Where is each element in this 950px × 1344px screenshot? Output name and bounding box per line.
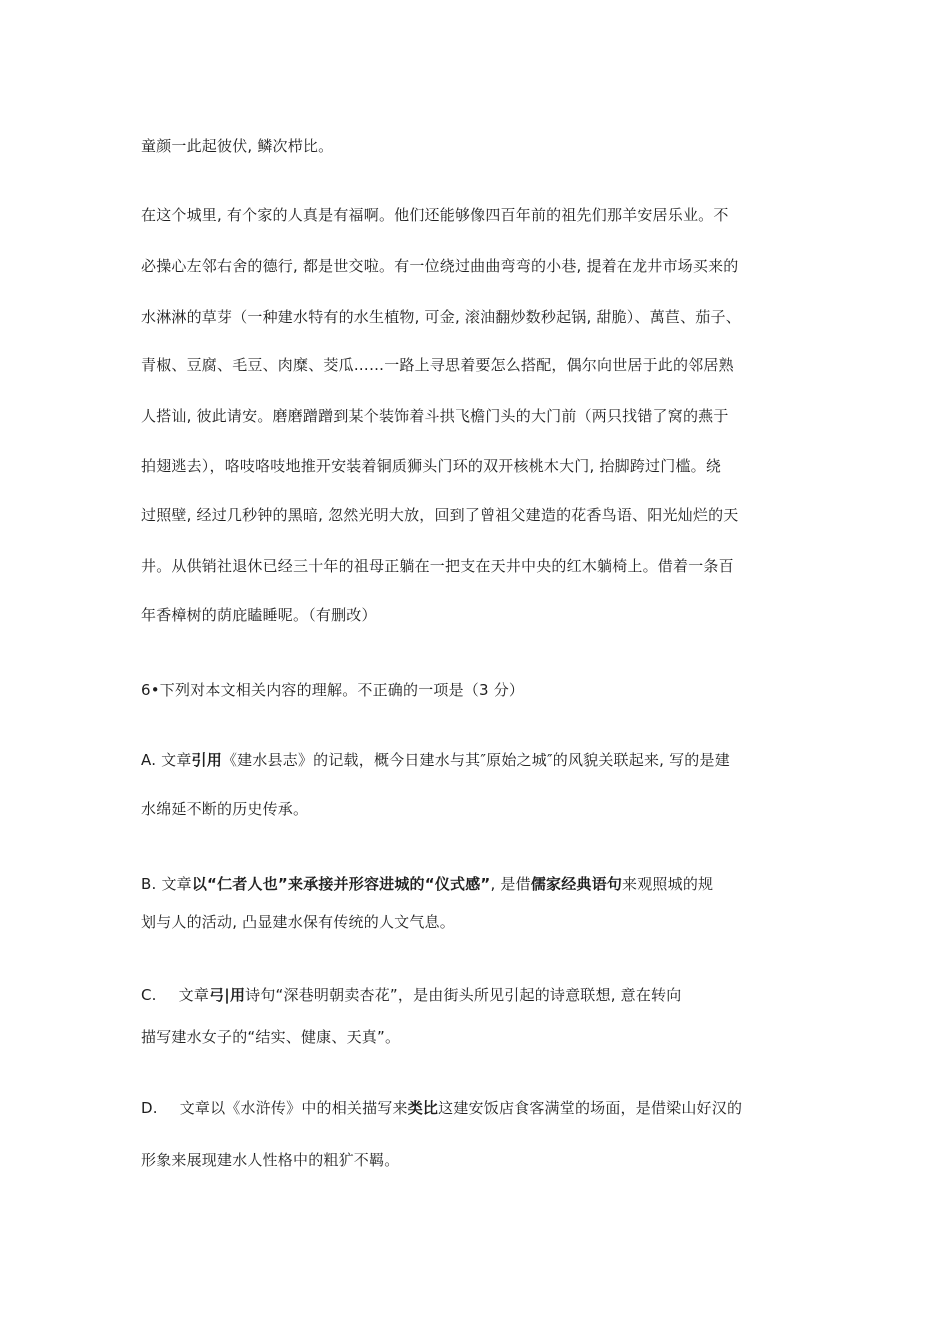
option-c-continued: 描写建水女子的“结实、健康、天真”。	[141, 1028, 401, 1046]
option-text: 文章	[178, 986, 210, 1004]
option-text: 文章以《水浒传》中的相关描写来	[179, 1099, 408, 1117]
option-letter: A.	[141, 751, 157, 769]
option-text: 来观照城的规	[622, 875, 714, 893]
passage-line: 必操心左邻右舍的德行, 都是世交啦。有一位绕过曲曲弯弯的小巷, 提着在龙井市场买来的	[141, 257, 739, 275]
option-text: 文章	[161, 875, 192, 893]
option-keyword: 引用	[191, 751, 222, 769]
passage-line: 在这个城里, 有个家的人真是有福啊。他们还能够像四百年前的祖先们那羊安居乐业。不	[141, 206, 729, 224]
option-keyword: 以“仁者人也”来承接并形容进城的“仪式感”	[191, 875, 491, 893]
option-keyword: 儒家经典语句	[530, 875, 623, 893]
option-letter: B.	[141, 875, 157, 893]
passage-line: 井。从供销社退休已经三十年的祖母正躺在一把支在天井中央的红木躺椅上。借着一条百	[141, 557, 734, 575]
option-keyword: 类比	[407, 1099, 439, 1117]
option-keyword: 弓|用	[209, 986, 246, 1004]
option-b-continued: 划与人的活动, 凸显建水保有传统的人文气息。	[141, 913, 455, 931]
option-a-continued: 水绵延不断的历史传承。	[141, 800, 309, 818]
option-text: 《建水县志》的记载，概今日建水与其″原始之城″的风貌关联起来, 写的是建	[221, 751, 730, 769]
option-text: 诗句“深巷明朝卖杏花”，是由街头所见引起的诗意联想, 意在转向	[245, 986, 682, 1004]
option-letter: D.	[141, 1099, 158, 1117]
option-b	[141, 874, 713, 894]
question-stem: 6•下列对本文相关内容的理解。不正确的一项是（3 分）	[141, 681, 525, 699]
option-text: 这建安饭店食客满堂的场面，是借梁山好汉的	[438, 1099, 743, 1117]
option-c	[141, 985, 681, 1005]
option-letter: C.	[141, 986, 157, 1004]
option-d	[141, 1098, 742, 1118]
option-text: 文章	[161, 751, 192, 769]
option-d-continued: 形象来展现建水人性格中的粗犷不羁。	[141, 1151, 400, 1169]
passage-line: 年香樟树的荫庇瞌睡呢。（有删改）	[141, 606, 377, 624]
option-text: , 是借	[490, 875, 531, 893]
passage-line: 拍翅逃去），咯吱咯吱地推开安装着铜质狮头门环的双开核桃木大门, 抬脚跨过门槛。绕	[141, 457, 722, 475]
passage-line: 过照壁, 经过几秒钟的黑暗, 忽然光明大放，回到了曾祖父建造的花香鸟语、阳光灿烂的天	[141, 506, 739, 524]
passage-line: 水淋淋的草芽（一种建水特有的水生植物, 可金, 滚油翻炒数秒起锅, 甜脆）、萬苣、茄子、	[141, 308, 741, 326]
passage-line: 人搭讪, 彼此请安。磨磨蹭蹭到某个装饰着斗拱飞檐门头的大门前（两只找错了窝的燕于	[141, 407, 729, 425]
option-a	[141, 750, 730, 770]
passage-line: 青椒、豆腐、毛豆、肉糜、茭瓜……一路上寻思着要怎么搭配，偶尔向世居于此的邻居熟	[141, 356, 734, 374]
passage-line: 童颜一此起彼伏, 鳞次栉比。	[141, 137, 334, 155]
